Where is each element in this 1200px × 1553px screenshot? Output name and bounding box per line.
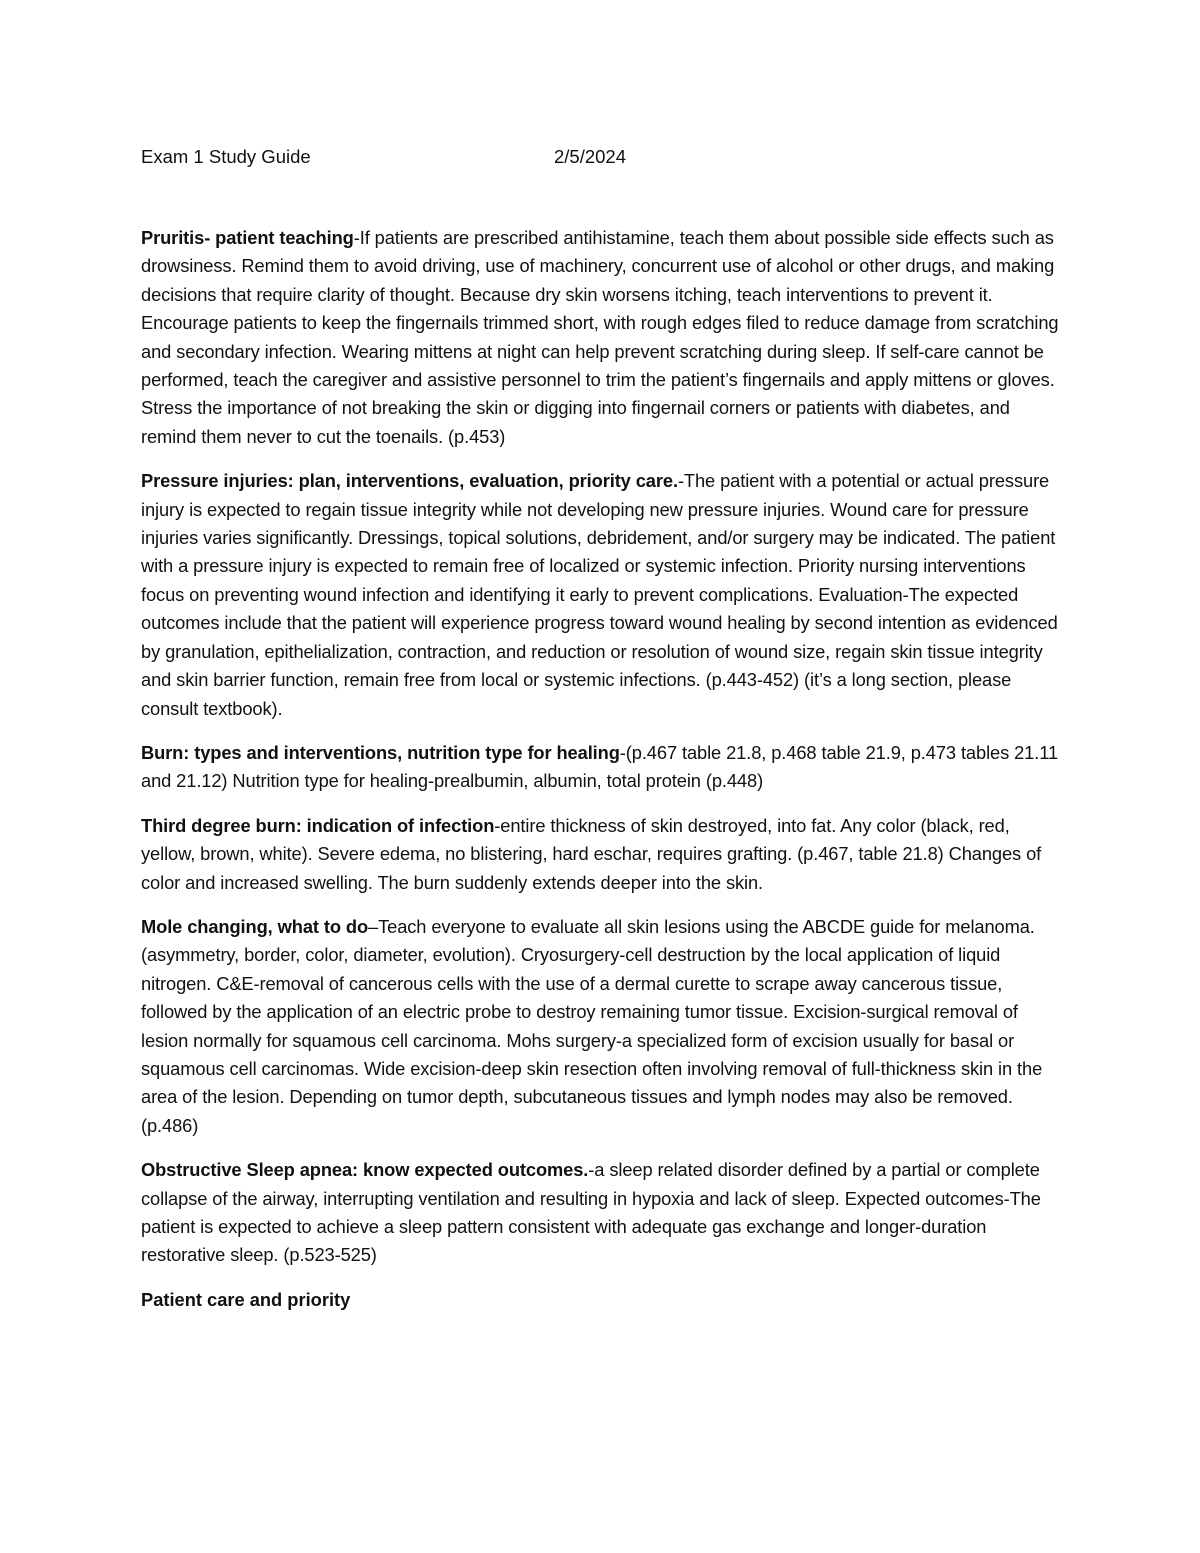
document-content: [141, 140, 1059, 1314]
section-patient-care-heading: Patient care and priority: [141, 1288, 351, 1310]
document-header: [141, 140, 1059, 174]
section-body: -a sleep related disorder defined by a partial or complete collapse of the airway, interrupting ventilation and resulting in hypoxia and lack of sleep. Expected outcomes-The patient is expected to achieve a sleep pattern consistent with adequate gas exchange and longer-duration restorative sleep. (p.523-525): [141, 1159, 1041, 1266]
document-title: Exam 1 Study Guide: [141, 146, 311, 167]
section-body: -If patients are prescribed antihistamine, teach them about possible side effects such as drowsiness. Remind them to avoid driving, use of machinery, concurrent use of alcohol or other drugs, and making decisions that require clarity of thought. Because dry skin worsens itching, teach interventions to prevent it. Encourage patients to keep the fingernails trimmed short, with rough edges filed to reduce damage from scratching and secondary infection. Wearing mittens at night can help prevent scratching during sleep. If self-care cannot be performed, teach the caregiver and assistive personnel to trim the patient’s fingernails and apply mittens or gloves. Stress the importance of not breaking the skin or digging into fingernail corners or patients with diabetes, and remind them never to cut the toenails. (p.453): [141, 227, 1059, 447]
section-heading: Pressure injuries: plan, interventions, evaluation, priority care.: [141, 470, 678, 492]
section-heading: Mole changing, what to do: [141, 915, 369, 937]
section-third-degree-burn: [141, 812, 1059, 897]
section-burn: [141, 739, 1059, 796]
document-date: 2/5/2024: [554, 146, 627, 167]
section-heading: Obstructive Sleep apnea: know expected outcomes.: [141, 1159, 589, 1181]
section-pruritis: [141, 224, 1059, 451]
section-body: -(p.467 table 21.8, p.468 table 21.9, p.473 tables 21.11 and 21.12) Nutrition type for healing-prealbumin, albumin, total protein (p.448): [141, 741, 1059, 792]
section-heading: Burn: types and interventions, nutrition type for healing: [141, 741, 620, 763]
section-mole-changing: [141, 913, 1059, 1140]
section-body: -The patient with a potential or actual pressure injury is expected to regain tissue integrity while not developing new pressure injuries. Wound care for pressure injuries varies significantly. Dressings, topical solutions, debridement, and/or surgery may be indicated. The patient with a pressure injury is expected to remain free of localized or systemic infection. Priority nursing interventions focus on preventing wound infection and identifying it early to prevent complications. Evaluation-The expected outcomes include that the patient will experience progress toward wound healing by second intention as evidenced by granulation, epithelialization, contraction, and reduction or resolution of wound size, regain skin tissue integrity and skin barrier function, remain free from local or systemic infections. (p.443-452) (it’s a long section, please consult textbook).: [141, 470, 1058, 719]
section-pressure-injuries: [141, 467, 1059, 723]
section-body: –Teach everyone to evaluate all skin lesions using the ABCDE guide for melanoma. (asymmetry, border, color, diameter, evolution). Cryosurgery-cell destruction by the local application of liquid nitrogen. C&E-removal of cancerous cells with the use of a dermal curette to scrape away cancerous tissue, followed by the application of an electric probe to destroy remaining tumor tissue. Excision-surgical removal of lesion normally for squamous cell carcinoma. Mohs surgery-a specialized form of excision usually for basal or squamous cell carcinomas. Wide excision-deep skin resection often involving removal of full-thickness skin in the area of the lesion. Depending on tumor depth, subcutaneous tissues and lymph nodes may also be removed. (p.486): [141, 915, 1043, 1136]
section-sleep-apnea: [141, 1156, 1059, 1270]
section-body: -entire thickness of skin destroyed, into fat. Any color (black, red, yellow, brown, white). Severe edema, no blistering, hard eschar, requires grafting. (p.467, table 21.8) Changes of color and increased swelling. The burn suddenly extends deeper into the skin.: [141, 814, 1042, 893]
section-heading: Pruritis- patient teaching: [141, 227, 354, 248]
section-heading: Third degree burn: indication of infection: [141, 814, 495, 836]
